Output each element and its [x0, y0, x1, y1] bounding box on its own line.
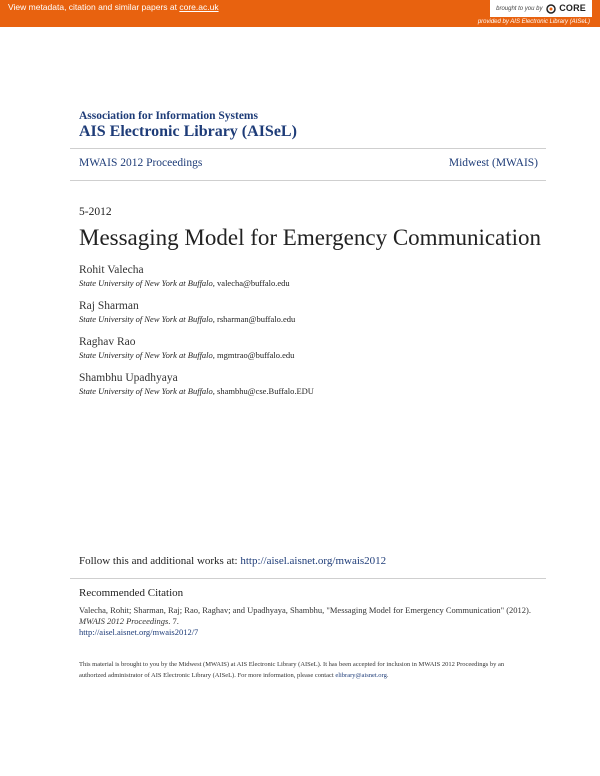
footer-text: This material is brought to you by the Midwest (MWAIS) at AIS Electronic Library (AISeL). It has been accepted for inclusion in MWAIS 2012 Proceedings by an authorized administrator of AIS Electronic Library (AISeL). For more information, please contact [79, 661, 505, 679]
author-affiliation: State University of New York at Buffalo, rsharman@buffalo.edu [79, 314, 296, 324]
core-brand[interactable] [490, 0, 592, 17]
core-banner [0, 0, 600, 27]
paper-title: Messaging Model for Emergency Communication [79, 225, 542, 250]
core-link[interactable]: core.ac.uk [179, 2, 219, 12]
metadata-notice [8, 2, 219, 12]
org-header [79, 110, 297, 141]
metadata-notice-text: View metadata, citation and similar papers at [8, 2, 180, 12]
citation-link[interactable]: http://aisel.aisnet.org/mwais2012/7 [79, 627, 199, 637]
author-entry [79, 300, 314, 324]
divider-top [70, 148, 546, 149]
region-link[interactable]: Midwest (MWAIS) [448, 157, 538, 169]
divider-bottom [70, 180, 546, 181]
author-list [79, 264, 314, 408]
author-name: Shambhu Upadhyaya [79, 372, 178, 384]
citation-heading: Recommended Citation [79, 587, 184, 599]
author-entry [79, 372, 314, 396]
brought-text: brought to you by [496, 5, 543, 12]
association-name: Association for Information Systems [79, 110, 258, 122]
library-name[interactable]: AIS Electronic Library (AISeL) [79, 123, 297, 140]
provided-by: provided by AIS Electronic Library (AISeL) [0, 17, 600, 27]
publication-date: 5-2012 [79, 206, 112, 218]
contact-email-link[interactable]: elibrary@aisnet.org [335, 672, 387, 679]
author-entry [79, 264, 314, 288]
citation-text: Valecha, Rohit; Sharman, Raj; Rao, Raghav; and Upadhyaya, Shambhu, "Messaging Model for Emergency Communication" (2012). MWAIS 2012 Proceedings. 7. http://aisel.aisnet.org/mwais2012/7 [79, 605, 531, 637]
author-name: Rohit Valecha [79, 264, 144, 276]
author-name: Raj Sharman [79, 300, 139, 312]
author-affiliation: State University of New York at Buffalo, shambhu@cse.Buffalo.EDU [79, 386, 314, 396]
footer-notice: This material is brought to you by the Midwest (MWAIS) at AIS Electronic Library (AISeL). It has been accepted for inclusion in MWAIS 2012 Proceedings by an authorized administrator of AIS Electronic Library (AISeL). For more information, please contact elibrary@aisnet.org. [79, 661, 505, 679]
follow-line [79, 555, 386, 567]
author-affiliation: State University of New York at Buffalo, mgmtrao@buffalo.edu [79, 350, 295, 360]
follow-text: Follow this and additional works at: [79, 555, 241, 567]
author-affiliation: State University of New York at Buffalo, valecha@buffalo.edu [79, 278, 290, 288]
core-logo-icon [546, 3, 586, 14]
collection-nav [79, 157, 538, 169]
recommended-citation [79, 587, 539, 638]
core-logo-text: CORE [559, 3, 586, 14]
proceedings-link[interactable]: MWAIS 2012 Proceedings [79, 157, 203, 169]
author-name: Raghav Rao [79, 336, 136, 348]
divider-citation [70, 578, 546, 579]
author-entry [79, 336, 314, 360]
collection-link[interactable]: http://aisel.aisnet.org/mwais2012 [240, 555, 387, 567]
